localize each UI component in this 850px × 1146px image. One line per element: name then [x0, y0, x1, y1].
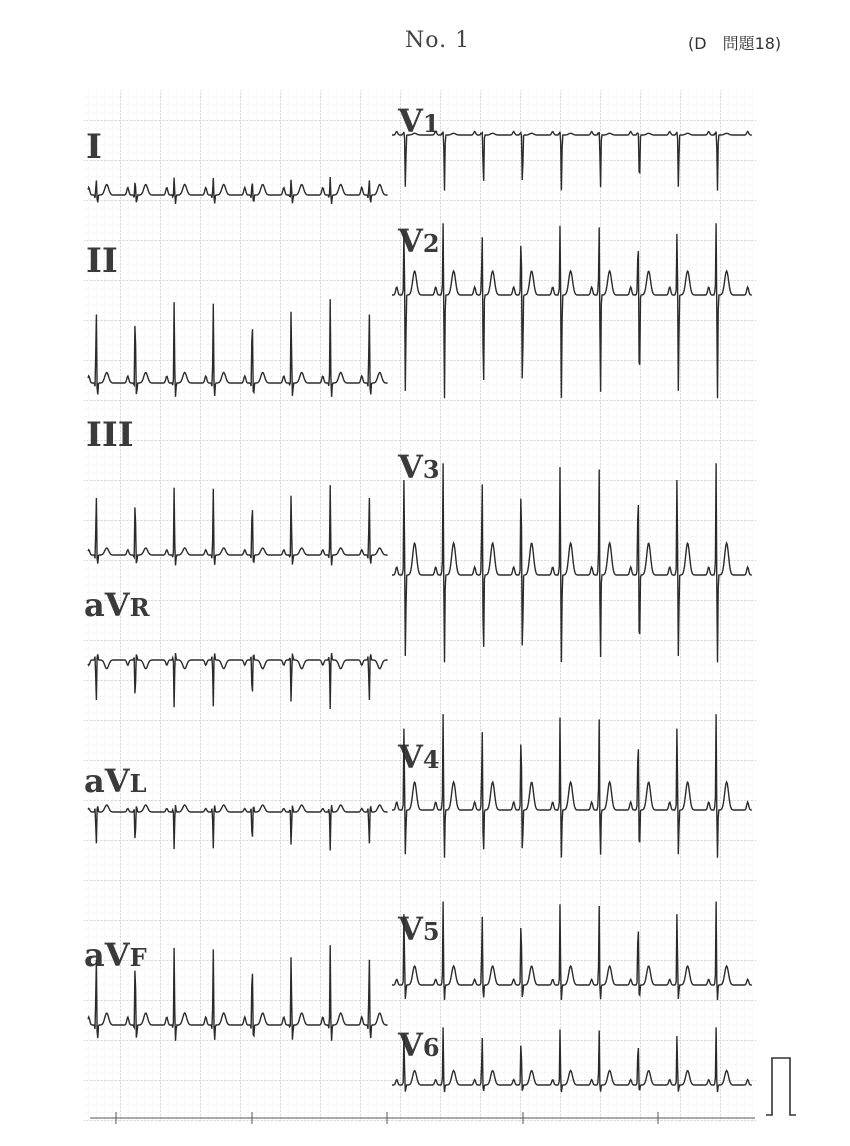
- lead-label-V2: V2: [398, 222, 440, 260]
- lead-label-V1: V1: [398, 102, 440, 140]
- lead-label-III: III: [86, 415, 134, 455]
- lead-label-aVR: aVR: [84, 586, 150, 624]
- problem-tag: (D 問題18): [688, 34, 782, 53]
- page-number: No. 1: [405, 28, 471, 53]
- lead-label-V3: V3: [398, 448, 440, 486]
- calibration-pulse: [766, 1058, 796, 1115]
- lead-label-II: II: [86, 241, 118, 281]
- lead-label-aVL: aVL: [84, 762, 147, 800]
- lead-label-V5: V5: [398, 910, 440, 948]
- lead-label-V4: V4: [398, 738, 440, 776]
- lead-label-I: I: [86, 127, 102, 167]
- lead-label-V6: V6: [398, 1026, 440, 1064]
- lead-label-aVF: aVF: [84, 936, 147, 974]
